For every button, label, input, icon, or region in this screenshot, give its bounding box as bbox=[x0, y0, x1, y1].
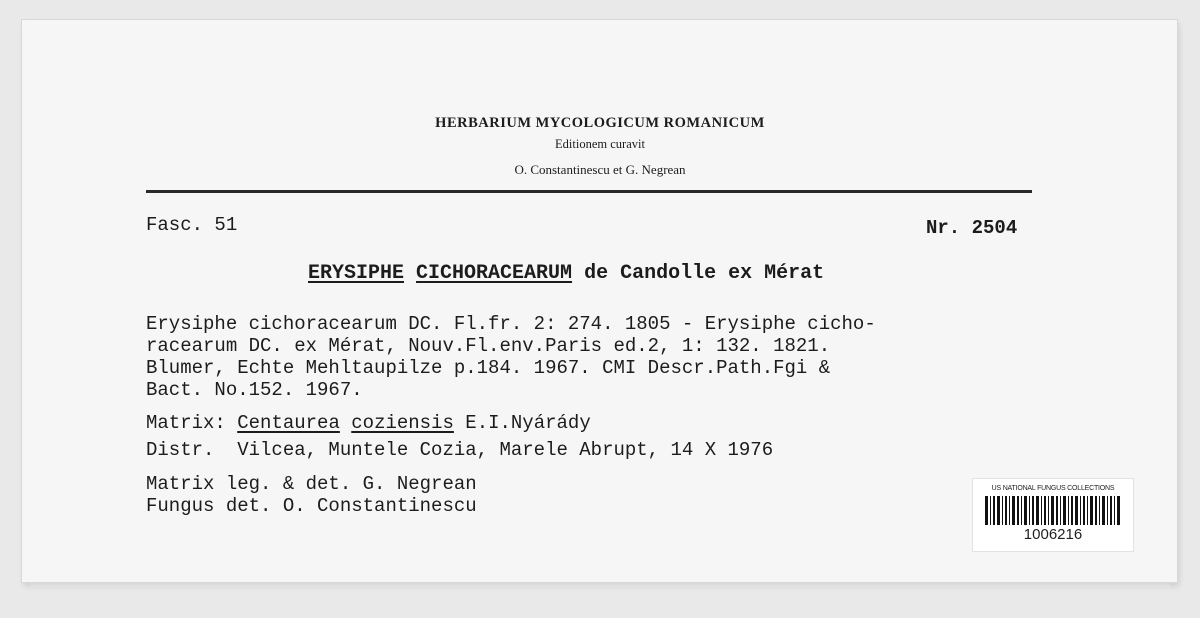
editors-line: O. Constantinescu et G. Negrean bbox=[514, 162, 686, 177]
citation-line: Blumer, Echte Mehltaupilze p.184. 1967. CMI Descr.Path.Fgi & bbox=[146, 357, 831, 379]
collector-line: Matrix leg. & det. G. Negrean bbox=[146, 473, 477, 495]
collector-line: Fungus det. O. Constantinescu bbox=[146, 495, 477, 517]
barcode-icon bbox=[985, 496, 1121, 525]
header-divider bbox=[146, 190, 1032, 193]
species-epithet: CICHORACEARUM bbox=[416, 262, 573, 285]
fascicle-number: Fasc. 51 bbox=[146, 214, 238, 236]
matrix-authority: E.I.Nyárády bbox=[465, 412, 591, 434]
matrix-line bbox=[146, 412, 591, 434]
barcode-number: 1006216 bbox=[1023, 526, 1083, 543]
citation-line: racearum DC. ex Mérat, Nouv.Fl.env.Paris ed.2, 1: 132. 1821. bbox=[146, 335, 831, 357]
barcode-sticker bbox=[972, 478, 1134, 552]
citation-line: Erysiphe cichoracearum DC. Fl.fr. 2: 274. 1805 - Erysiphe cicho- bbox=[146, 313, 876, 335]
species-genus: ERYSIPHE bbox=[308, 262, 405, 285]
barcode-label: US NATIONAL FUNGUS COLLECTIONS bbox=[991, 485, 1115, 492]
institution-title: HERBARIUM MYCOLOGICUM ROMANICUM bbox=[435, 115, 765, 131]
matrix-species: coziensis bbox=[351, 412, 454, 434]
species-title bbox=[308, 263, 824, 285]
edition-line: Editionem curavit bbox=[555, 137, 645, 151]
distribution-line: Distr. Vilcea, Muntele Cozia, Marele Abrupt, 14 X 1976 bbox=[146, 439, 774, 461]
matrix-genus: Centaurea bbox=[237, 412, 340, 434]
exsiccata-number: Nr. 2504 bbox=[926, 217, 1018, 239]
matrix-label: Matrix: bbox=[146, 412, 226, 434]
citation-line: Bact. No.152. 1967. bbox=[146, 379, 363, 401]
species-authority: de Candolle ex Mérat bbox=[584, 262, 825, 285]
